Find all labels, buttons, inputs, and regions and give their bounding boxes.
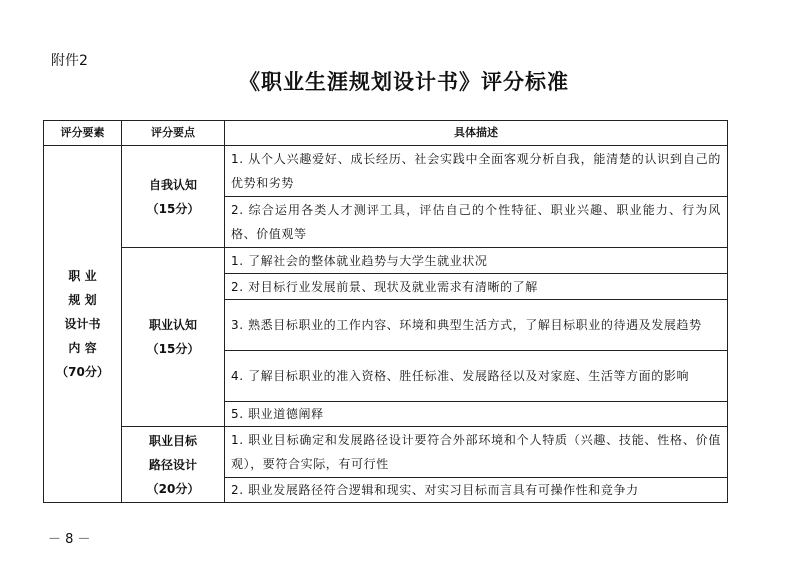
element-line: 规 划	[68, 293, 97, 307]
table-row	[44, 146, 728, 197]
description-cell: 1. 职业目标确定和发展路径设计要符合外部环境和个人特质（兴趣、技能、性格、价值观），要符合实际，有可行性	[225, 427, 728, 478]
scoring-point-self-awareness	[122, 146, 225, 248]
point-line: （15分）	[146, 342, 200, 356]
point-line: 路径设计	[148, 457, 197, 472]
element-line: 设计书	[64, 317, 101, 331]
point-line: （20分）	[146, 481, 200, 496]
point-line: 自我认知	[148, 177, 197, 192]
point-line: 职业认知	[148, 318, 197, 332]
description-cell: 5. 职业道德阐释	[225, 402, 728, 427]
description-cell: 2. 对目标行业发展前景、现状及就业需求有清晰的了解	[225, 274, 728, 300]
scoring-table	[43, 120, 728, 503]
description-cell: 3. 熟悉目标职业的工作内容、环境和典型生活方式，了解目标职业的待遇及发展趋势	[225, 300, 728, 351]
point-line: 职业目标	[148, 433, 197, 448]
table-row	[44, 248, 728, 274]
header-description: 具体描述	[225, 121, 728, 146]
page-number: － 8 －	[48, 532, 91, 547]
element-line: 职 业	[68, 269, 97, 283]
table-row	[44, 427, 728, 478]
description-cell: 4. 了解目标职业的准入资格、胜任标准、发展路径以及对家庭、生活等方面的影响	[225, 351, 728, 402]
scoring-point-career-awareness	[122, 248, 225, 427]
table-header-row	[44, 121, 728, 146]
point-line: （15分）	[146, 201, 200, 216]
document-title: 《职业生涯规划设计书》评分标准	[239, 69, 569, 94]
description-cell: 2. 综合运用各类人才测评工具，评估自己的个性特征、职业兴趣、职业能力、行为风格、价值观等	[225, 197, 728, 248]
header-element: 评分要素	[44, 121, 122, 146]
description-cell: 1. 从个人兴趣爱好、成长经历、社会实践中全面客观分析自我，能清楚的认识到自己的优势和劣势	[225, 146, 728, 197]
annex-label: 附件2	[51, 53, 88, 69]
element-line: 内 容	[68, 341, 97, 355]
description-cell: 1. 了解社会的整体就业趋势与大学生就业状况	[225, 248, 728, 274]
element-line: （70分）	[56, 365, 109, 379]
description-cell: 2. 职业发展路径符合逻辑和现实、对实习目标而言具有可操作性和竞争力	[225, 478, 728, 503]
header-point: 评分要点	[122, 121, 225, 146]
scoring-point-career-goal-path	[122, 427, 225, 503]
scoring-element-cell	[44, 146, 122, 503]
